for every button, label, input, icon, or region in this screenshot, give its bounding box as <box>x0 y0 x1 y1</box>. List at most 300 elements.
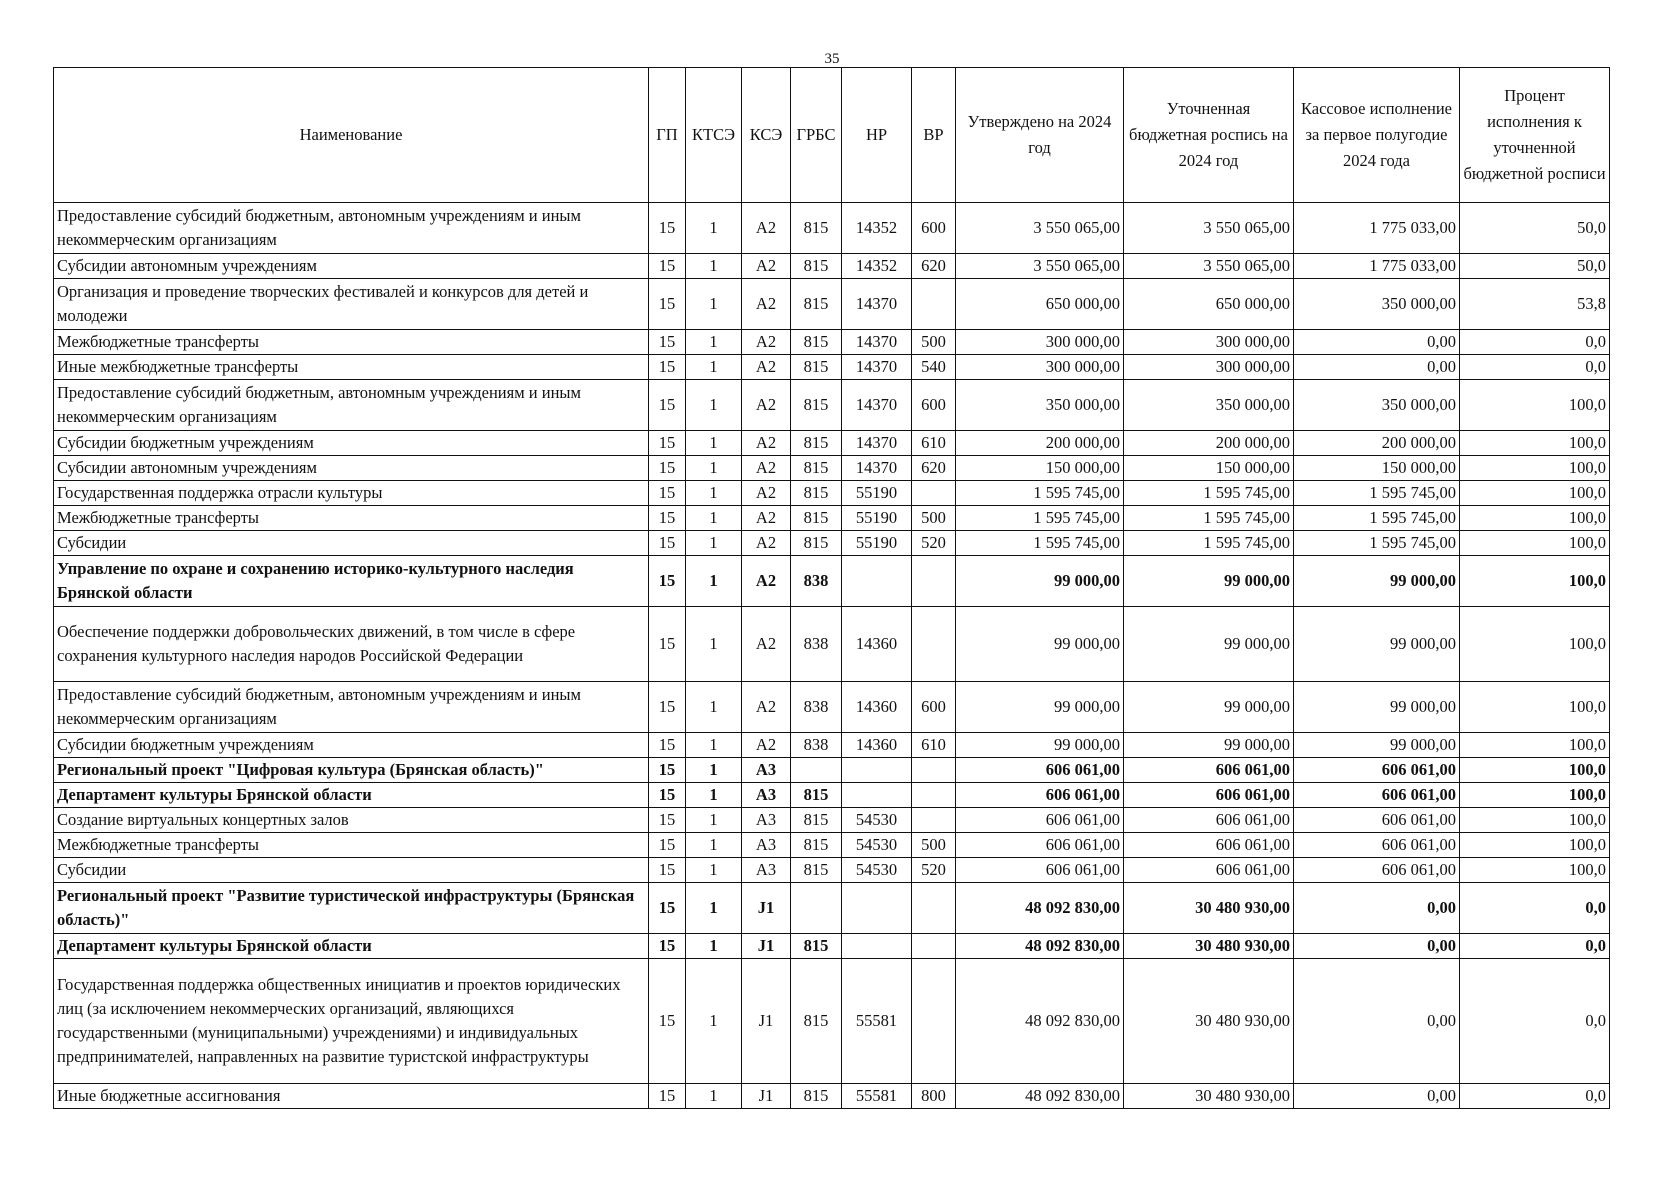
row-ktse: 1 <box>686 456 742 481</box>
row-ktse: 1 <box>686 330 742 355</box>
row-name: Иные бюджетные ассигнования <box>54 1084 649 1109</box>
row-grbs: 815 <box>791 330 842 355</box>
row-vr <box>912 481 956 506</box>
header-grbs: ГРБС <box>791 68 842 203</box>
row-refined: 300 000,00 <box>1124 330 1294 355</box>
table-row <box>54 758 1610 783</box>
row-np: 55190 <box>842 531 912 556</box>
row-np: 14370 <box>842 380 912 431</box>
row-vr <box>912 783 956 808</box>
row-kse: А2 <box>742 355 791 380</box>
row-ktse: 1 <box>686 506 742 531</box>
row-name: Субсидии бюджетным учреждениям <box>54 733 649 758</box>
row-refined: 606 061,00 <box>1124 858 1294 883</box>
row-percent: 100,0 <box>1460 380 1610 431</box>
row-refined: 99 000,00 <box>1124 556 1294 607</box>
row-percent: 100,0 <box>1460 833 1610 858</box>
row-cash: 99 000,00 <box>1294 607 1460 682</box>
row-name: Создание виртуальных концертных залов <box>54 808 649 833</box>
row-gp: 15 <box>649 959 686 1084</box>
row-np: 55581 <box>842 959 912 1084</box>
row-vr <box>912 758 956 783</box>
row-kse: А2 <box>742 607 791 682</box>
table-row <box>54 833 1610 858</box>
row-gp: 15 <box>649 682 686 733</box>
table-row <box>54 506 1610 531</box>
row-approved: 300 000,00 <box>956 330 1124 355</box>
row-gp: 15 <box>649 934 686 959</box>
row-vr <box>912 959 956 1084</box>
table-row <box>54 330 1610 355</box>
row-np <box>842 556 912 607</box>
table-row <box>54 733 1610 758</box>
row-name: Предоставление субсидий бюджетным, автономным учреждениям и иным некоммерческим организациям <box>54 203 649 254</box>
row-vr: 500 <box>912 506 956 531</box>
row-grbs: 815 <box>791 531 842 556</box>
row-cash: 1 775 033,00 <box>1294 254 1460 279</box>
row-grbs <box>791 883 842 934</box>
row-approved: 48 092 830,00 <box>956 1084 1124 1109</box>
row-refined: 99 000,00 <box>1124 733 1294 758</box>
row-percent: 100,0 <box>1460 531 1610 556</box>
header-vr: ВР <box>912 68 956 203</box>
table-header-row <box>54 68 1610 203</box>
table-row <box>54 556 1610 607</box>
row-np: 14370 <box>842 456 912 481</box>
row-percent: 53,8 <box>1460 279 1610 330</box>
row-gp: 15 <box>649 330 686 355</box>
row-approved: 99 000,00 <box>956 682 1124 733</box>
row-name: Межбюджетные трансферты <box>54 330 649 355</box>
table-row <box>54 355 1610 380</box>
row-gp: 15 <box>649 355 686 380</box>
row-percent: 100,0 <box>1460 808 1610 833</box>
row-gp: 15 <box>649 758 686 783</box>
header-refined: Уточненная бюджетная роспись на 2024 год <box>1124 68 1294 203</box>
row-gp: 15 <box>649 279 686 330</box>
row-kse: А3 <box>742 858 791 883</box>
row-kse: А3 <box>742 808 791 833</box>
row-np: 14352 <box>842 254 912 279</box>
row-percent: 100,0 <box>1460 682 1610 733</box>
row-np <box>842 883 912 934</box>
row-gp: 15 <box>649 733 686 758</box>
row-cash: 350 000,00 <box>1294 380 1460 431</box>
row-grbs: 838 <box>791 556 842 607</box>
row-grbs: 815 <box>791 783 842 808</box>
row-np: 14370 <box>842 431 912 456</box>
row-name: Региональный проект "Развитие туристической инфраструктуры (Брянская область)" <box>54 883 649 934</box>
table-row <box>54 1084 1610 1109</box>
row-gp: 15 <box>649 833 686 858</box>
row-vr <box>912 808 956 833</box>
row-grbs: 815 <box>791 203 842 254</box>
row-vr <box>912 607 956 682</box>
row-cash: 99 000,00 <box>1294 682 1460 733</box>
row-approved: 3 550 065,00 <box>956 254 1124 279</box>
row-ktse: 1 <box>686 783 742 808</box>
row-kse: J1 <box>742 1084 791 1109</box>
row-cash: 0,00 <box>1294 355 1460 380</box>
row-gp: 15 <box>649 607 686 682</box>
row-vr: 500 <box>912 330 956 355</box>
header-ktse: КТСЭ <box>686 68 742 203</box>
row-refined: 300 000,00 <box>1124 355 1294 380</box>
row-name: Департамент культуры Брянской области <box>54 783 649 808</box>
row-approved: 606 061,00 <box>956 808 1124 833</box>
row-refined: 99 000,00 <box>1124 607 1294 682</box>
row-grbs: 815 <box>791 833 842 858</box>
row-ktse: 1 <box>686 481 742 506</box>
row-refined: 1 595 745,00 <box>1124 481 1294 506</box>
row-kse: А2 <box>742 380 791 431</box>
row-cash: 1 595 745,00 <box>1294 481 1460 506</box>
row-vr: 620 <box>912 254 956 279</box>
row-gp: 15 <box>649 808 686 833</box>
row-cash: 200 000,00 <box>1294 431 1460 456</box>
row-cash: 606 061,00 <box>1294 833 1460 858</box>
row-approved: 1 595 745,00 <box>956 531 1124 556</box>
row-percent: 100,0 <box>1460 607 1610 682</box>
row-gp: 15 <box>649 883 686 934</box>
row-kse: А2 <box>742 556 791 607</box>
row-grbs: 815 <box>791 456 842 481</box>
row-kse: А2 <box>742 506 791 531</box>
row-np: 14370 <box>842 279 912 330</box>
budget-table <box>53 67 1610 1109</box>
row-percent: 0,0 <box>1460 355 1610 380</box>
row-grbs: 815 <box>791 279 842 330</box>
row-vr: 620 <box>912 456 956 481</box>
row-kse: А3 <box>742 833 791 858</box>
row-np <box>842 783 912 808</box>
row-ktse: 1 <box>686 380 742 431</box>
row-refined: 30 480 930,00 <box>1124 934 1294 959</box>
row-grbs <box>791 758 842 783</box>
row-vr <box>912 883 956 934</box>
row-cash: 1 595 745,00 <box>1294 506 1460 531</box>
row-grbs: 815 <box>791 431 842 456</box>
row-grbs: 838 <box>791 682 842 733</box>
row-approved: 48 092 830,00 <box>956 883 1124 934</box>
row-name: Межбюджетные трансферты <box>54 506 649 531</box>
header-gp: ГП <box>649 68 686 203</box>
row-kse: А2 <box>742 203 791 254</box>
row-cash: 606 061,00 <box>1294 808 1460 833</box>
row-ktse: 1 <box>686 531 742 556</box>
row-vr: 520 <box>912 531 956 556</box>
row-name: Государственная поддержка общественных инициатив и проектов юридических лиц (за исключением некоммерческих организаций, являющихся государственными (муниципальными) учреждениями) и индивидуальных предпринимателей, направленных на развитие туристской инфраструктуры <box>54 959 649 1084</box>
row-name: Предоставление субсидий бюджетным, автономным учреждениям и иным некоммерческим организациям <box>54 380 649 431</box>
row-gp: 15 <box>649 431 686 456</box>
row-gp: 15 <box>649 1084 686 1109</box>
row-refined: 350 000,00 <box>1124 380 1294 431</box>
row-approved: 350 000,00 <box>956 380 1124 431</box>
row-approved: 606 061,00 <box>956 833 1124 858</box>
row-grbs: 815 <box>791 481 842 506</box>
table-row <box>54 883 1610 934</box>
row-cash: 606 061,00 <box>1294 783 1460 808</box>
row-vr: 500 <box>912 833 956 858</box>
row-percent: 100,0 <box>1460 858 1610 883</box>
table-row <box>54 279 1610 330</box>
row-np: 14360 <box>842 682 912 733</box>
row-gp: 15 <box>649 203 686 254</box>
row-cash: 606 061,00 <box>1294 758 1460 783</box>
row-kse: А2 <box>742 254 791 279</box>
row-vr: 540 <box>912 355 956 380</box>
row-approved: 606 061,00 <box>956 858 1124 883</box>
row-refined: 3 550 065,00 <box>1124 254 1294 279</box>
row-ktse: 1 <box>686 254 742 279</box>
row-grbs: 815 <box>791 506 842 531</box>
row-name: Предоставление субсидий бюджетным, автономным учреждениям и иным некоммерческим организациям <box>54 682 649 733</box>
row-ktse: 1 <box>686 607 742 682</box>
table-row <box>54 934 1610 959</box>
row-refined: 650 000,00 <box>1124 279 1294 330</box>
row-np <box>842 758 912 783</box>
row-name: Организация и проведение творческих фестивалей и конкурсов для детей и молодежи <box>54 279 649 330</box>
row-cash: 0,00 <box>1294 934 1460 959</box>
row-refined: 3 550 065,00 <box>1124 203 1294 254</box>
row-percent: 0,0 <box>1460 883 1610 934</box>
row-approved: 99 000,00 <box>956 556 1124 607</box>
row-refined: 30 480 930,00 <box>1124 1084 1294 1109</box>
row-np <box>842 934 912 959</box>
row-vr <box>912 934 956 959</box>
row-name: Государственная поддержка отрасли культуры <box>54 481 649 506</box>
row-np: 14352 <box>842 203 912 254</box>
row-refined: 99 000,00 <box>1124 682 1294 733</box>
row-vr: 600 <box>912 203 956 254</box>
row-grbs: 815 <box>791 934 842 959</box>
row-cash: 150 000,00 <box>1294 456 1460 481</box>
row-approved: 200 000,00 <box>956 431 1124 456</box>
row-approved: 48 092 830,00 <box>956 959 1124 1084</box>
row-np: 55190 <box>842 506 912 531</box>
row-kse: А2 <box>742 330 791 355</box>
row-cash: 606 061,00 <box>1294 858 1460 883</box>
row-ktse: 1 <box>686 556 742 607</box>
row-approved: 48 092 830,00 <box>956 934 1124 959</box>
row-refined: 606 061,00 <box>1124 833 1294 858</box>
table-row <box>54 203 1610 254</box>
row-np: 14360 <box>842 733 912 758</box>
row-ktse: 1 <box>686 1084 742 1109</box>
row-cash: 99 000,00 <box>1294 556 1460 607</box>
row-np: 54530 <box>842 858 912 883</box>
row-grbs: 838 <box>791 607 842 682</box>
row-name: Субсидии <box>54 858 649 883</box>
row-name: Региональный проект "Цифровая культура (Брянская область)" <box>54 758 649 783</box>
row-cash: 1 775 033,00 <box>1294 203 1460 254</box>
row-refined: 30 480 930,00 <box>1124 883 1294 934</box>
row-gp: 15 <box>649 254 686 279</box>
row-approved: 99 000,00 <box>956 733 1124 758</box>
row-vr <box>912 279 956 330</box>
row-kse: J1 <box>742 934 791 959</box>
row-kse: А2 <box>742 531 791 556</box>
row-kse: А2 <box>742 733 791 758</box>
row-name: Обеспечение поддержки добровольческих движений, в том числе в сфере сохранения культурного наследия народов Российской Федерации <box>54 607 649 682</box>
row-grbs: 815 <box>791 1084 842 1109</box>
row-cash: 1 595 745,00 <box>1294 531 1460 556</box>
row-grbs: 815 <box>791 808 842 833</box>
row-percent: 100,0 <box>1460 456 1610 481</box>
row-name: Иные межбюджетные трансферты <box>54 355 649 380</box>
row-ktse: 1 <box>686 934 742 959</box>
row-ktse: 1 <box>686 959 742 1084</box>
row-refined: 606 061,00 <box>1124 808 1294 833</box>
header-kse: КСЭ <box>742 68 791 203</box>
row-kse: А2 <box>742 456 791 481</box>
row-name: Субсидии автономным учреждениям <box>54 254 649 279</box>
row-ktse: 1 <box>686 808 742 833</box>
row-approved: 150 000,00 <box>956 456 1124 481</box>
row-percent: 0,0 <box>1460 934 1610 959</box>
table-row <box>54 959 1610 1084</box>
row-percent: 100,0 <box>1460 506 1610 531</box>
row-np: 54530 <box>842 833 912 858</box>
row-np: 55581 <box>842 1084 912 1109</box>
row-grbs: 815 <box>791 380 842 431</box>
row-percent: 100,0 <box>1460 733 1610 758</box>
table-row <box>54 481 1610 506</box>
row-vr: 610 <box>912 431 956 456</box>
row-name: Субсидии бюджетным учреждениям <box>54 431 649 456</box>
row-vr: 600 <box>912 682 956 733</box>
row-gp: 15 <box>649 481 686 506</box>
row-gp: 15 <box>649 506 686 531</box>
row-kse: А2 <box>742 682 791 733</box>
row-kse: А3 <box>742 783 791 808</box>
row-refined: 150 000,00 <box>1124 456 1294 481</box>
row-kse: А2 <box>742 481 791 506</box>
row-kse: А2 <box>742 431 791 456</box>
row-np: 55190 <box>842 481 912 506</box>
row-gp: 15 <box>649 858 686 883</box>
row-ktse: 1 <box>686 355 742 380</box>
row-gp: 15 <box>649 380 686 431</box>
row-percent: 50,0 <box>1460 254 1610 279</box>
row-approved: 650 000,00 <box>956 279 1124 330</box>
table-row <box>54 531 1610 556</box>
row-kse: J1 <box>742 959 791 1084</box>
row-refined: 1 595 745,00 <box>1124 531 1294 556</box>
table-row <box>54 783 1610 808</box>
page-number: 35 <box>824 51 840 67</box>
table-row <box>54 431 1610 456</box>
row-ktse: 1 <box>686 733 742 758</box>
row-grbs: 815 <box>791 355 842 380</box>
row-refined: 200 000,00 <box>1124 431 1294 456</box>
row-percent: 50,0 <box>1460 203 1610 254</box>
row-np: 14370 <box>842 330 912 355</box>
row-percent: 0,0 <box>1460 959 1610 1084</box>
row-vr <box>912 556 956 607</box>
row-kse: А3 <box>742 758 791 783</box>
row-cash: 0,00 <box>1294 1084 1460 1109</box>
row-ktse: 1 <box>686 758 742 783</box>
row-refined: 30 480 930,00 <box>1124 959 1294 1084</box>
header-cash: Кассовое исполнение за первое полугодие 2024 года <box>1294 68 1460 203</box>
row-approved: 1 595 745,00 <box>956 481 1124 506</box>
row-cash: 0,00 <box>1294 959 1460 1084</box>
row-percent: 100,0 <box>1460 783 1610 808</box>
row-ktse: 1 <box>686 858 742 883</box>
row-approved: 606 061,00 <box>956 758 1124 783</box>
row-name: Департамент культуры Брянской области <box>54 934 649 959</box>
table-row <box>54 858 1610 883</box>
header-name: Наименование <box>54 68 649 203</box>
row-percent: 100,0 <box>1460 481 1610 506</box>
row-np: 54530 <box>842 808 912 833</box>
row-gp: 15 <box>649 556 686 607</box>
header-percent: Процент исполнения к уточненной бюджетной росписи <box>1460 68 1610 203</box>
row-kse: А2 <box>742 279 791 330</box>
row-approved: 300 000,00 <box>956 355 1124 380</box>
row-gp: 15 <box>649 783 686 808</box>
row-name: Межбюджетные трансферты <box>54 833 649 858</box>
row-ktse: 1 <box>686 682 742 733</box>
row-grbs: 815 <box>791 254 842 279</box>
header-approved: Утверждено на 2024 год <box>956 68 1124 203</box>
header-np: НР <box>842 68 912 203</box>
row-ktse: 1 <box>686 203 742 254</box>
row-approved: 3 550 065,00 <box>956 203 1124 254</box>
row-cash: 0,00 <box>1294 883 1460 934</box>
row-approved: 606 061,00 <box>956 783 1124 808</box>
row-kse: J1 <box>742 883 791 934</box>
row-percent: 100,0 <box>1460 431 1610 456</box>
row-approved: 99 000,00 <box>956 607 1124 682</box>
row-name: Субсидии <box>54 531 649 556</box>
row-vr: 600 <box>912 380 956 431</box>
row-ktse: 1 <box>686 279 742 330</box>
row-ktse: 1 <box>686 833 742 858</box>
row-gp: 15 <box>649 531 686 556</box>
row-name: Управление по охране и сохранению историко-культурного наследия Брянской области <box>54 556 649 607</box>
row-name: Субсидии автономным учреждениям <box>54 456 649 481</box>
row-refined: 606 061,00 <box>1124 758 1294 783</box>
row-vr: 800 <box>912 1084 956 1109</box>
row-cash: 350 000,00 <box>1294 279 1460 330</box>
row-ktse: 1 <box>686 883 742 934</box>
row-refined: 1 595 745,00 <box>1124 506 1294 531</box>
row-grbs: 815 <box>791 858 842 883</box>
row-percent: 0,0 <box>1460 1084 1610 1109</box>
row-np: 14360 <box>842 607 912 682</box>
row-np: 14370 <box>842 355 912 380</box>
row-grbs: 815 <box>791 959 842 1084</box>
row-ktse: 1 <box>686 431 742 456</box>
row-approved: 1 595 745,00 <box>956 506 1124 531</box>
row-refined: 606 061,00 <box>1124 783 1294 808</box>
row-percent: 0,0 <box>1460 330 1610 355</box>
row-vr: 610 <box>912 733 956 758</box>
table-row <box>54 254 1610 279</box>
table-row <box>54 808 1610 833</box>
table-row <box>54 380 1610 431</box>
row-grbs: 838 <box>791 733 842 758</box>
table-row <box>54 682 1610 733</box>
row-percent: 100,0 <box>1460 556 1610 607</box>
row-cash: 0,00 <box>1294 330 1460 355</box>
row-cash: 99 000,00 <box>1294 733 1460 758</box>
row-vr: 520 <box>912 858 956 883</box>
table-row <box>54 607 1610 682</box>
table-row <box>54 456 1610 481</box>
